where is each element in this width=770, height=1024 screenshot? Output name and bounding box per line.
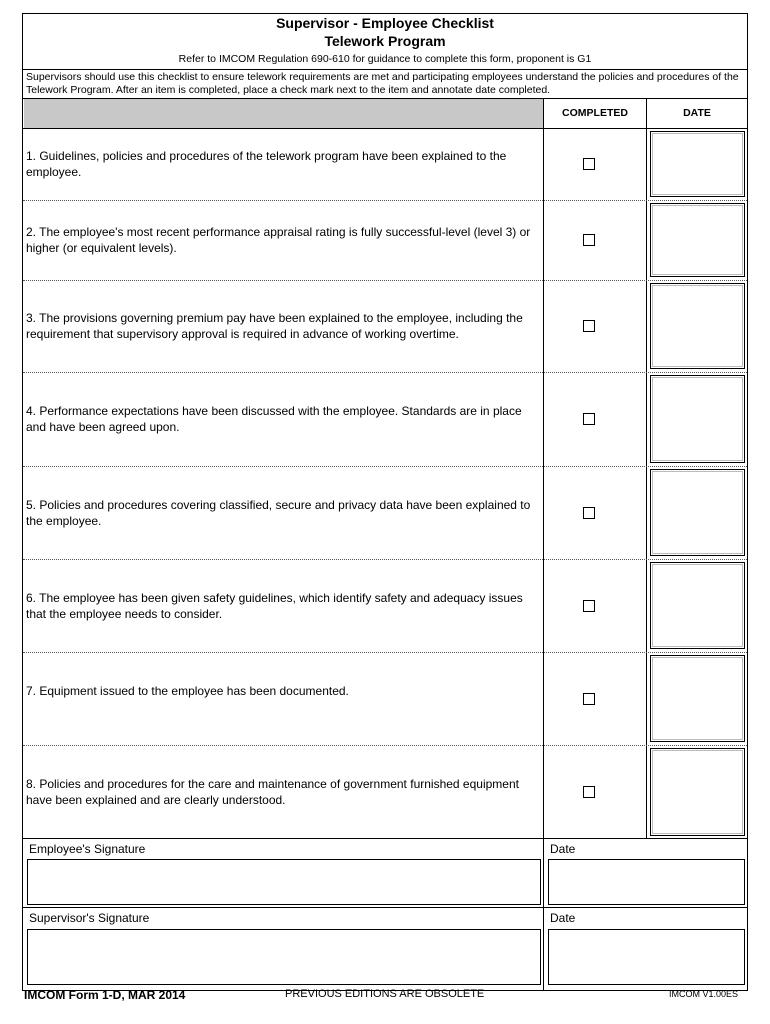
completed-date-field[interactable] [650, 562, 745, 649]
form-version: IMCOM V1.00ES [668, 989, 738, 999]
employee-date-label: Date [550, 842, 576, 856]
completed-checkbox[interactable] [583, 320, 595, 332]
completed-date-field[interactable] [650, 655, 745, 742]
checklist-item-text: 4. Performance expectations have been discussed with the employee. Standards are in place and have been agreed upon. [26, 404, 522, 434]
form-reference: Refer to IMCOM Regulation 690-610 for guidance to complete this form, proponent is G1 [178, 53, 592, 65]
checklist-item-text: 2. The employee's most recent performance appraisal rating is fully successful-level (level 3) or higher (or equivalent levels). [26, 225, 531, 255]
completed-checkbox[interactable] [583, 507, 595, 519]
completed-column-header: COMPLETED [562, 107, 628, 119]
completed-date-field[interactable] [650, 283, 745, 369]
checklist-item [23, 200, 747, 280]
divider [23, 69, 747, 70]
completed-checkbox[interactable] [583, 786, 595, 798]
items-header-band [24, 99, 544, 128]
divider [23, 907, 747, 908]
form-subtitle: Telework Program [324, 33, 446, 49]
completed-date-field[interactable] [650, 469, 745, 556]
checklist-item [23, 745, 747, 839]
signature-section [22, 839, 748, 991]
completed-date-field[interactable] [650, 748, 745, 836]
checklist-item [23, 280, 747, 372]
completed-checkbox[interactable] [583, 234, 595, 246]
checklist-item-text: 6. The employee has been given safety guidelines, which identify safety and adequacy issues that the employee needs to consider. [26, 590, 523, 621]
instructions: Supervisors should use this checklist to ensure telework requirements are met and participating employees understand the policies and procedures of the Telework Program. After an item is completed, place a check mark next to the item and annotate date completed. [26, 71, 739, 96]
checklist-item-text: 7. Equipment issued to the employee has been documented. [26, 683, 349, 698]
completed-checkbox[interactable] [583, 693, 595, 705]
employee-signature-label: Employee's Signature [29, 842, 146, 856]
checklist-item-text: 1. Guidelines, policies and procedures of the telework program have been explained to the employee. [26, 149, 507, 179]
signature-divider [543, 839, 544, 990]
supervisor-signature-label: Supervisor's Signature [29, 911, 150, 925]
obsolete-notice: PREVIOUS EDITIONS ARE OBSOLETE [285, 988, 485, 1000]
supervisor-signature-field[interactable] [27, 929, 541, 985]
completed-date-field[interactable] [650, 375, 745, 463]
completed-date-field[interactable] [650, 203, 745, 277]
supervisor-date-label: Date [550, 911, 576, 925]
supervisor-date-field[interactable] [548, 929, 745, 985]
employee-date-field[interactable] [548, 859, 745, 905]
employee-signature-field[interactable] [27, 859, 541, 905]
completed-date-field[interactable] [650, 131, 745, 197]
completed-checkbox[interactable] [583, 600, 595, 612]
completed-checkbox[interactable] [583, 158, 595, 170]
checklist-item-text: 5. Policies and procedures covering classified, secure and privacy data have been explained to the employee. [26, 497, 531, 528]
form-identifier: IMCOM Form 1-D, MAR 2014 [24, 988, 186, 1002]
checklist-item [23, 372, 747, 466]
date-column-header: DATE [683, 107, 711, 119]
checklist-item [23, 559, 747, 652]
checklist-item [23, 128, 747, 200]
checklist-item-text: 3. The provisions governing premium pay have been explained to the employee, including the requirement that supervisory approval is required in advance of working overtime. [26, 311, 523, 341]
completed-checkbox[interactable] [583, 413, 595, 425]
checklist-form [22, 13, 748, 839]
form-title: Supervisor - Employee Checklist [276, 15, 494, 31]
checklist-item [23, 652, 747, 745]
checklist-item-text: 8. Policies and procedures for the care and maintenance of government furnished equipment have been explained and are clearly understood. [26, 777, 519, 807]
checklist-item [23, 466, 747, 559]
